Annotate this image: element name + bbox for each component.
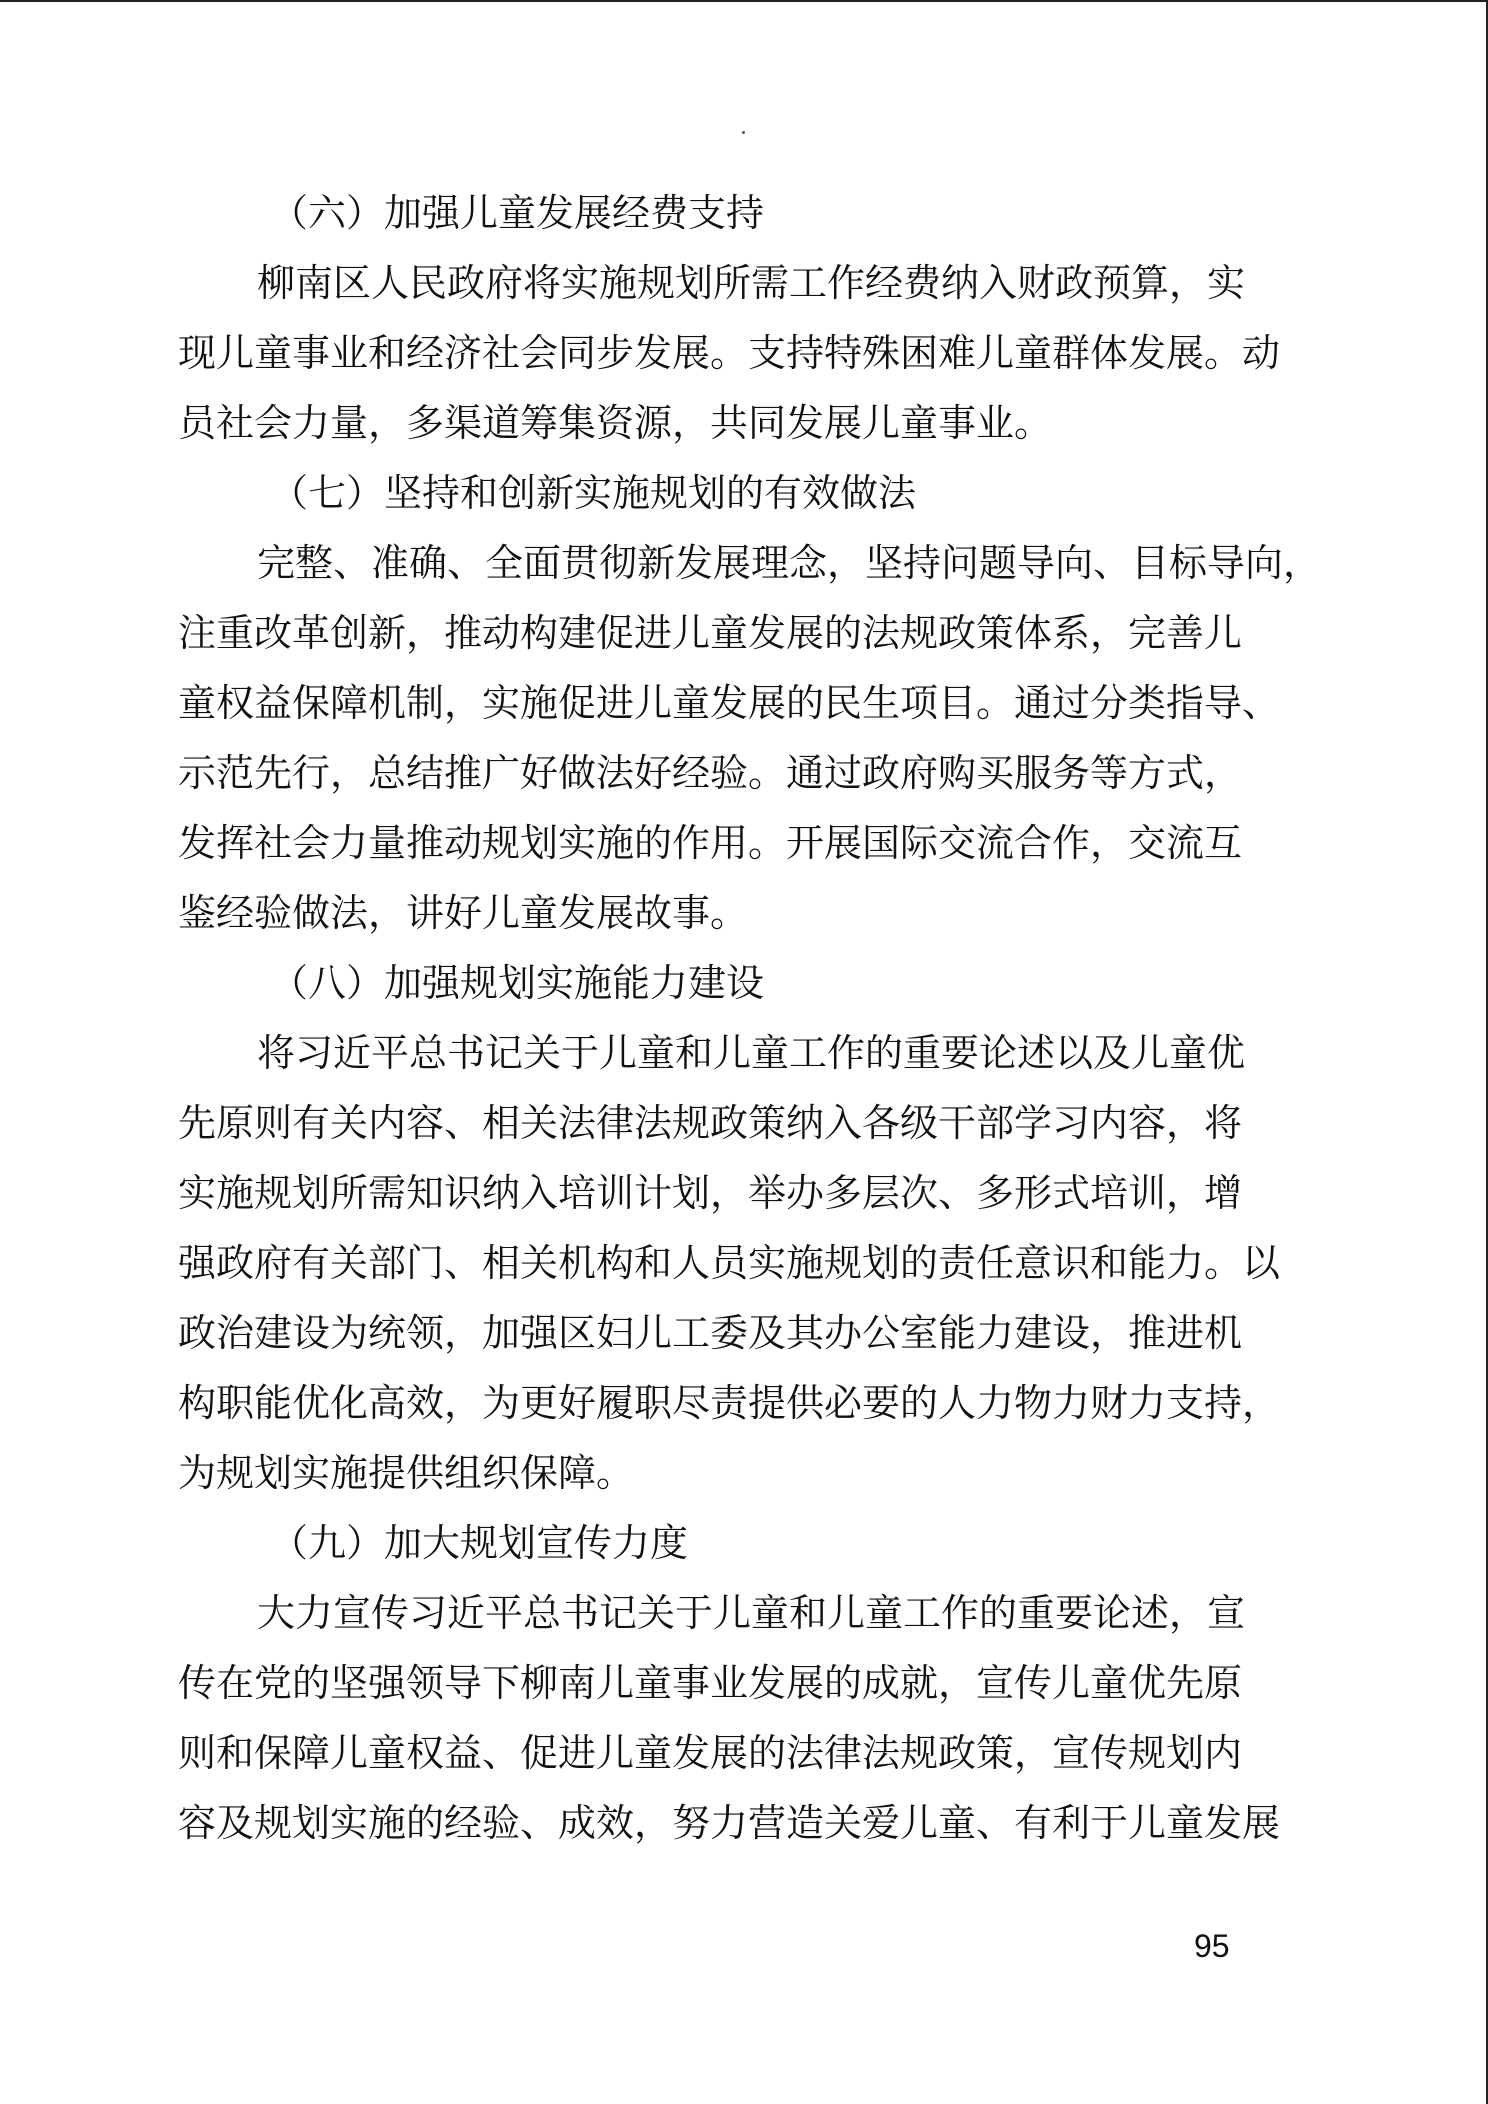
paragraph-line: 实施规划所需知识纳入培训计划，举办多层次、多形式培训，增	[178, 1171, 1243, 1215]
paragraph-line: 政治建设为统领，加强区妇儿工委及其办公室能力建设，推进机	[178, 1311, 1243, 1355]
paragraph-line: 将习近平总书记关于儿童和儿童工作的重要论述以及儿童优	[257, 1031, 1246, 1075]
paragraph-line: 童权益保障机制，实施促进儿童发展的民生项目。通过分类指导、	[178, 681, 1281, 725]
paragraph-line: 大力宣传习近平总书记关于儿童和儿童工作的重要论述，宣	[257, 1591, 1246, 1635]
paragraph-line: 则和保障儿童权益、促进儿童发展的法律法规政策，宣传规划内	[178, 1731, 1243, 1775]
paragraph-line: 柳南区人民政府将实施规划所需工作经费纳入财政预算，实	[257, 261, 1246, 305]
section-heading: （八）加强规划实施能力建设	[270, 961, 765, 1005]
paragraph-line: 强政府有关部门、相关机构和人员实施规划的责任意识和能力。以	[178, 1241, 1281, 1285]
section-heading: （七）坚持和创新实施规划的有效做法	[270, 471, 917, 515]
page-number: 95	[1194, 1928, 1230, 1964]
paragraph-line: 员社会力量，多渠道筹集资源，共同发展儿童事业。	[178, 401, 1053, 445]
scan-speck	[742, 131, 745, 134]
paragraph-line: 鉴经验做法，讲好儿童发展故事。	[178, 891, 749, 935]
paragraph-line: 容及规划实施的经验、成效，努力营造关爱儿童、有利于儿童发展	[178, 1801, 1281, 1845]
section-heading: （九）加大规划宣传力度	[270, 1521, 689, 1565]
paragraph-line: 构职能优化高效，为更好履职尽责提供必要的人力物力财力支持，	[178, 1381, 1281, 1425]
paragraph-line: 传在党的坚强领导下柳南儿童事业发展的成就，宣传儿童优先原	[178, 1661, 1243, 1705]
paragraph-line: 完整、准确、全面贯彻新发展理念，坚持问题导向、目标导向，	[257, 541, 1322, 585]
page-border-top	[0, 0, 1488, 2]
paragraph-line: 先原则有关内容、相关法律法规政策纳入各级干部学习内容，将	[178, 1101, 1243, 1145]
paragraph-line: 现儿童事业和经济社会同步发展。支持特殊困难儿童群体发展。动	[178, 331, 1281, 375]
paragraph-line: 发挥社会力量推动规划实施的作用。开展国际交流合作，交流互	[178, 821, 1243, 865]
paragraph-line: 注重改革创新，推动构建促进儿童发展的法规政策体系，完善儿	[178, 611, 1243, 655]
section-heading: （六）加强儿童发展经费支持	[270, 191, 765, 235]
paragraph-line: 为规划实施提供组织保障。	[178, 1451, 635, 1495]
paragraph-line: 示范先行，总结推广好做法好经验。通过政府购买服务等方式，	[178, 751, 1243, 795]
